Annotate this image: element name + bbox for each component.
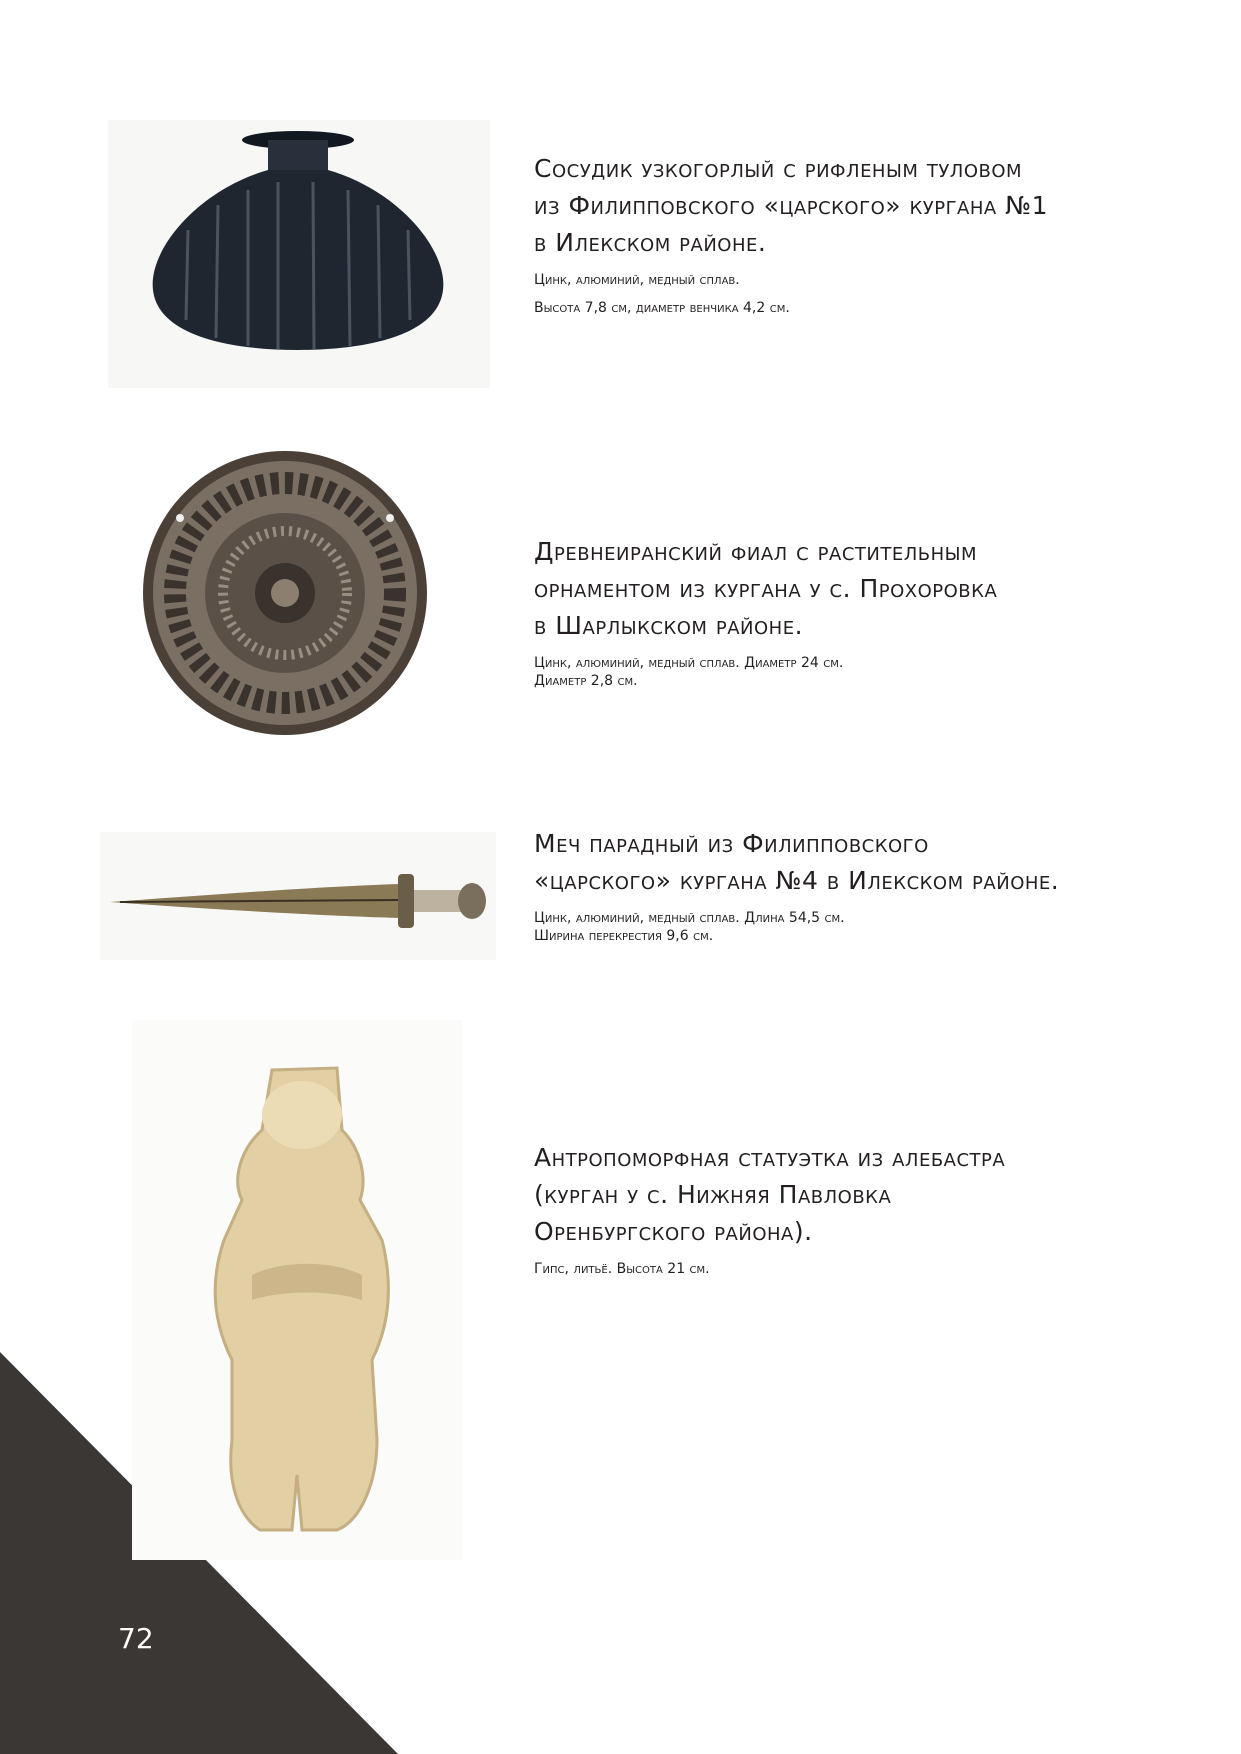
item-figurine — [534, 1139, 1174, 1278]
item-title: Меч парадный из Филипповского «царского» кургана №4 в Илекском районе. — [534, 829, 1060, 895]
item-detail: Гипс, литьё. Высота 21 см. — [534, 1261, 710, 1277]
item-title: Сосудик узкогорлый с рифленым туловом из Филипповского «царского» кургана №1 в Илекском районе. — [534, 154, 1049, 257]
item-title: Древнеиранский фиал с растительным орнаментом из кургана у с. Прохоровка в Шарлыкском районе. — [534, 537, 998, 640]
item-title: Антропоморфная статуэтка из алебастра (курган у с. Нижняя Павловка Оренбургского района). — [534, 1143, 1006, 1246]
item-detail: Цинк, алюминий, медный сплав. Длина 54,5 см. Ширина перекрестия 9,6 см. — [534, 910, 845, 944]
item-phiale — [534, 533, 1174, 690]
vessel-image — [108, 120, 490, 388]
item-detail: Цинк, алюминий, медный сплав. Диаметр 24 см. Диаметр 2,8 см. — [534, 655, 844, 689]
phiale-image — [140, 448, 430, 738]
sword-image — [100, 832, 496, 960]
page-number: 72 — [118, 1622, 154, 1655]
item-sword — [534, 825, 1174, 945]
item-detail: Цинк, алюминий, медный сплав. — [534, 272, 740, 288]
item-vessel — [534, 150, 1174, 317]
figurine-image — [132, 1020, 462, 1560]
item-detail: Высота 7,8 см, диаметр венчика 4,2 см. — [534, 300, 790, 316]
